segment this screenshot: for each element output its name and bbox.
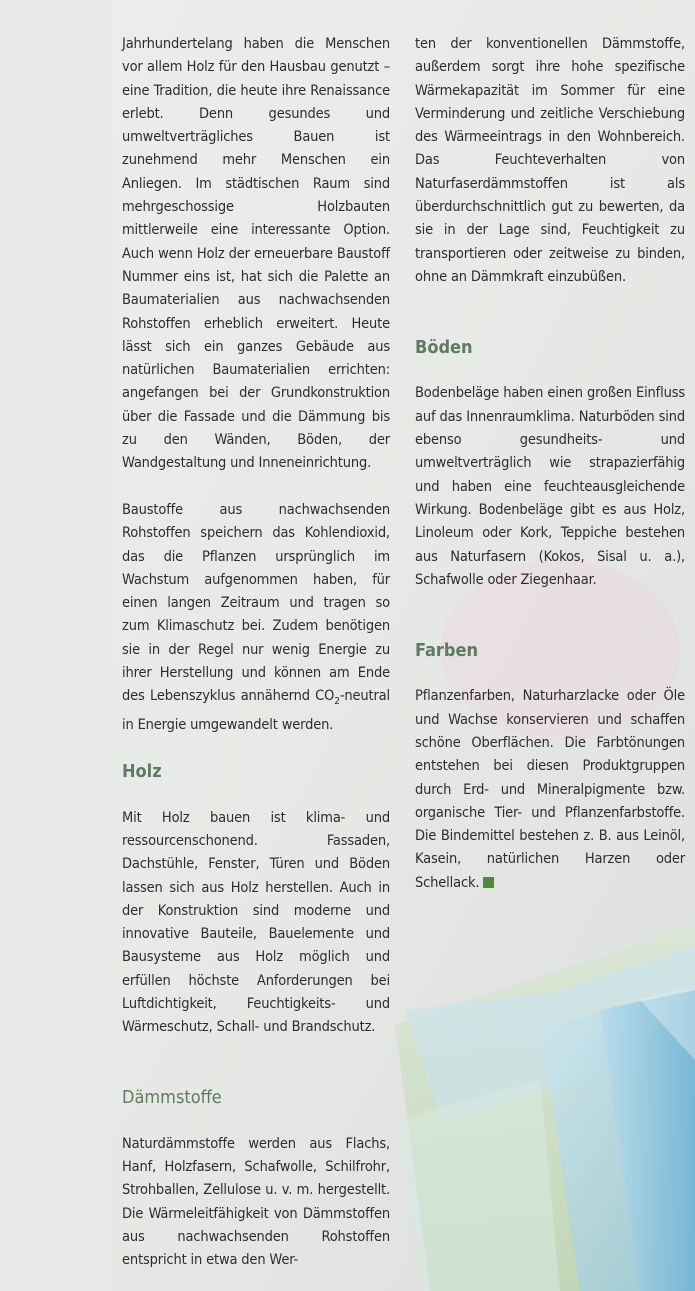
intro-paragraph: Jahrhundertelang haben die Menschen vor allem Holz für den Hausbau genutzt – eine Tradition, die heute ihre Renaissance erlebt. Denn gesundes und umweltverträgliches Bauen ist zunehmend mehr Menschen ein Anliegen. Im städtischen Raum sind mehrgeschossige Holzbauten mittlerweile eine interessante Option. Auch wenn Holz der erneuerbare Baustoff Nummer eins ist, hat sich die Palette an Baumaterialien aus nachwachsenden Rohstoffen erheblich erweitert. Heute lässt sich ein ganzes Gebäude aus natürlichen Baumaterialien errichten: angefangen bei der Grundkonstruktion über die Fassade und die Dämmung bis zu den Wänden, Böden, der Wandgestaltung und Inneneinrichtung. xyxy=(122,36,390,472)
daemmstoffe-continuation: ten der konventionellen Dämmstoffe, außerdem sorgt ihre hohe spezifische Wärmekapazität im Sommer für eine Verminderung und zeitliche Verschiebung des Wärmeeintrags in den Wohnbereich. Das Feuchteverhalten von Naturfaserdämmstoffen ist als überdurchschnittlich gut zu bewerten, da sie in der Lage sind, Feuchtigkeit zu transportieren oder zeitweise zu binden, ohne an Dämmkraft einzubüßen. xyxy=(415,36,685,285)
left-column xyxy=(122,33,390,1273)
holz-heading: Holz xyxy=(122,761,162,783)
farben-paragraph xyxy=(415,685,685,895)
left-margin xyxy=(0,0,112,1291)
end-of-article-mark xyxy=(483,877,494,888)
farben-heading: Farben xyxy=(415,639,479,661)
baustoffe-text-end: -neutral in Energie umgewandelt werden. xyxy=(122,688,390,733)
holz-paragraph: Mit Holz bauen ist klima- und ressourcenschonend. Fassaden, Dachstühle, Fenster, Türen und Böden lassen sich aus Holz herstellen. Auch in der Konstruktion sind moderne und innovative Bauteile, Bauelemente und Bausysteme aus Holz möglich und erfüllen höchste Anforderungen bei Luftdichtigkeit, Feuchtigkeits- und Wärmeschutz, Schall- und Brandschutz. xyxy=(122,809,390,1036)
boeden-heading: Böden xyxy=(415,336,473,358)
right-column xyxy=(415,33,685,895)
boeden-paragraph: Bodenbeläge haben einen großen Einfluss auf das Innenraumklima. Naturböden sind ebenso gesundheits- und umweltverträglich wie strapazierfähig und haben eine feuchteausgleichende Wirkung. Bodenbeläge gibt es aus Holz, Linoleum oder Kork, Teppiche bestehen aus Naturfasern (Kokos, Sisal u. a.), Schafwolle oder Ziegenhaar. xyxy=(415,385,685,588)
farben-text: Pflanzenfarben, Naturharzlacke oder Öle und Wachse konservieren und schaffen schöne Oberflächen. Die Farbtönungen entstehen bei diesen Produktgruppen durch Erd- und Mineralpigmente bzw. organische Tier- und Pflanzenfarbstoffe. Die Bindemittel bestehen z. B. aus Leinöl, Kasein, natürlichen Harzen oder Schellack. xyxy=(415,688,685,891)
co2-subscript: 2 xyxy=(334,696,340,708)
baustoffe-paragraph xyxy=(122,499,390,737)
daemmstoffe-heading: Dämmstoffe xyxy=(122,1087,222,1109)
daemmstoffe-paragraph: Naturdämmstoffe werden aus Flachs, Hanf, Holzfasern, Schafwolle, Schilfrohr, Strohballen, Zellulose u. v. m. hergestellt. Die Wärmeleitfähigkeit von Dämmstoffen aus nachwachsenden Rohstoffen entspricht in etwa den Wer- xyxy=(122,1135,390,1269)
baustoffe-text: Baustoffe aus nachwachsenden Rohstoffen speichern das Kohlendioxid, das die Pflanzen ursprünglich im Wachstum aufgenommen haben, für einen langen Zeitraum und tragen so zum Klimaschutz bei. Zudem benötigen sie in der Regel nur wenig Energie zu ihrer Herstellung und können am Ende des Lebenszyklus annähernd CO xyxy=(122,501,390,705)
